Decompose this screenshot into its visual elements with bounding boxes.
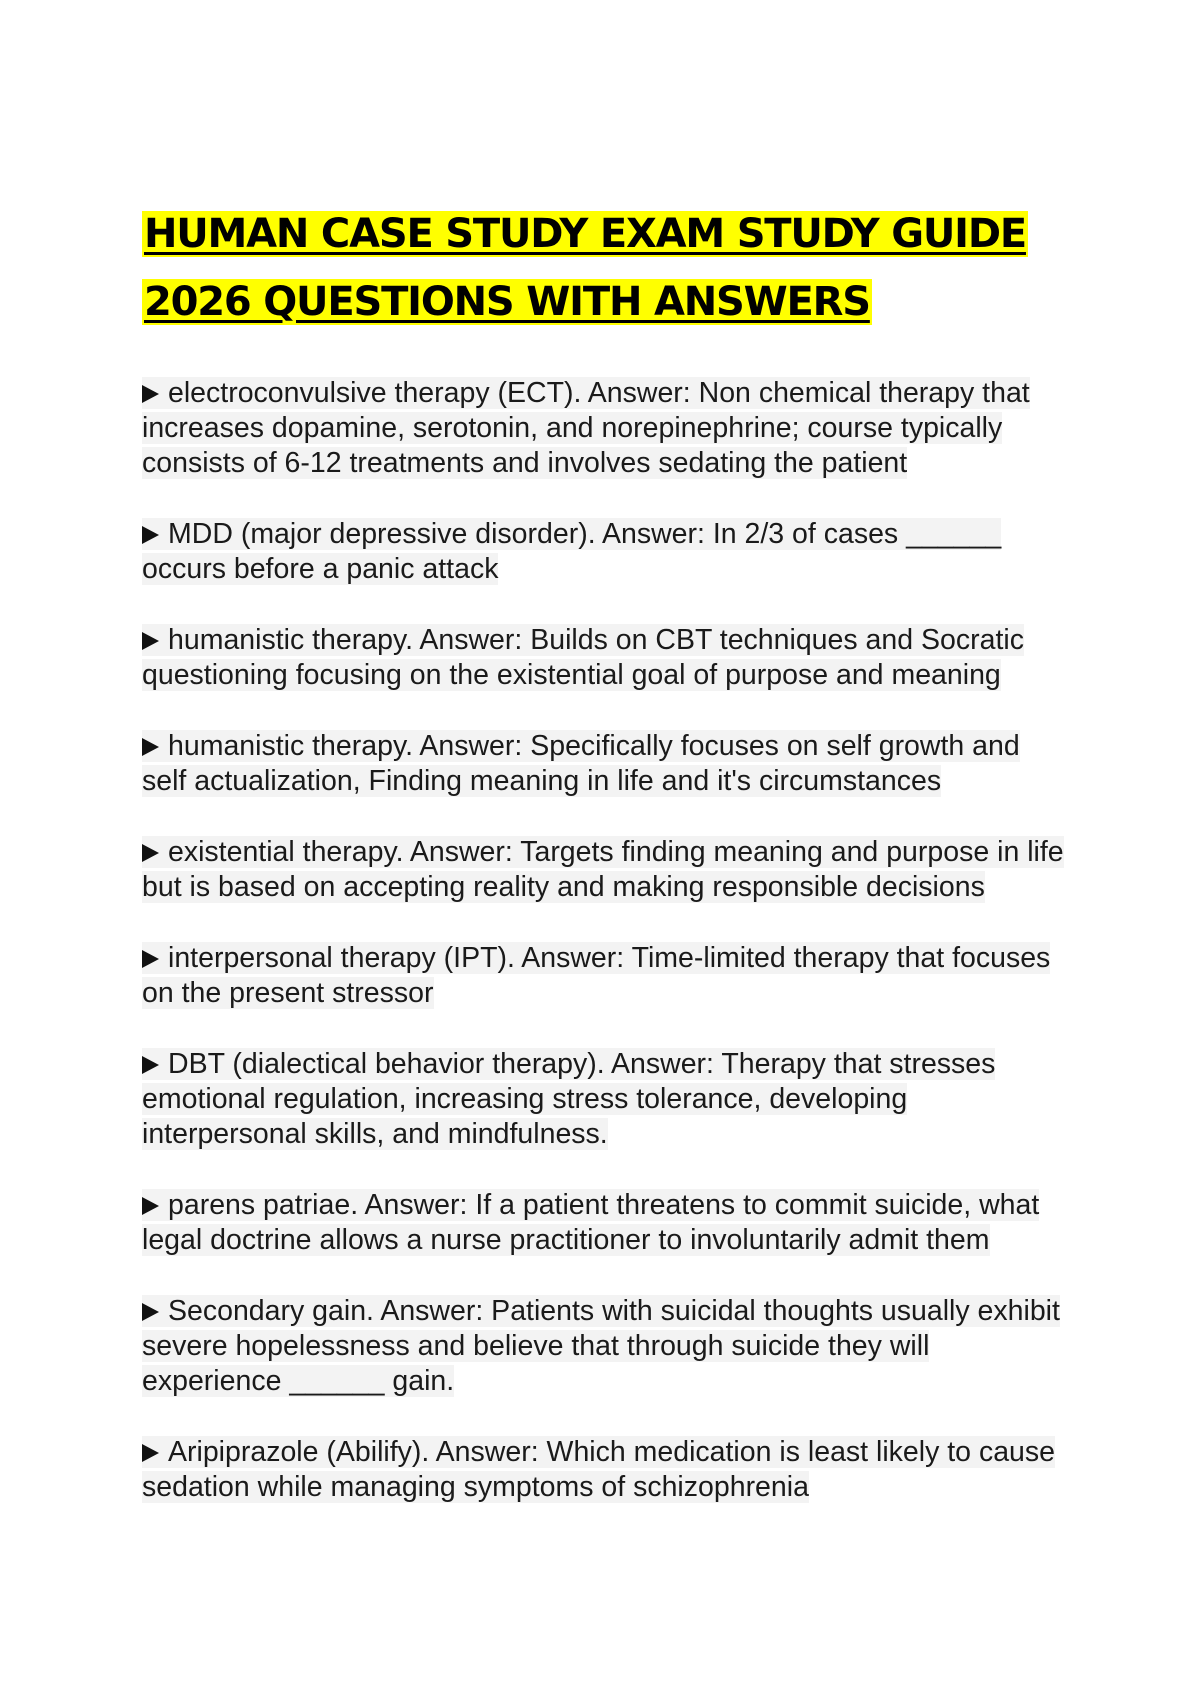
qa-item-text: Secondary gain. Answer: Patients with suicidal thoughts usually exhibit severe hopelessness and believe that through suicide they will experience ______ gain.: [142, 1295, 1060, 1397]
qa-item-text: MDD (major depressive disorder). Answer: In 2/3 of cases ______ occurs before a panic attack: [142, 518, 1002, 585]
play-arrow-icon: [142, 385, 159, 403]
play-arrow-icon: [142, 1303, 159, 1321]
qa-item-content: [142, 942, 1050, 1009]
qa-item-content: [142, 518, 1001, 585]
qa-item: [142, 376, 1067, 481]
play-arrow-icon: [142, 1056, 159, 1074]
play-arrow-icon: [142, 526, 159, 544]
qa-item-content: [142, 1295, 1060, 1397]
play-arrow-icon: [142, 632, 159, 650]
qa-item-content: [142, 1436, 1055, 1503]
qa-item: [142, 1188, 1067, 1258]
qa-item-content: [142, 377, 1030, 479]
play-arrow-icon: [142, 950, 159, 968]
qa-item-content: [142, 730, 1020, 797]
document-title: [142, 200, 1092, 336]
qa-item-text: parens patriae. Answer: If a patient threatens to commit suicide, what legal doctrine allows a nurse practitioner to involuntarily admit them: [142, 1189, 1040, 1256]
play-arrow-icon: [142, 1197, 159, 1215]
qa-item: [142, 835, 1067, 905]
qa-item: [142, 1047, 1067, 1152]
play-arrow-icon: [142, 1444, 159, 1462]
qa-item: [142, 517, 1067, 587]
qa-item-text: humanistic therapy. Answer: Specifically focuses on self growth and self actualization, Finding meaning in life and it's circumstances: [142, 730, 1020, 797]
qa-item-text: DBT (dialectical behavior therapy). Answer: Therapy that stresses emotional regulation, increasing stress tolerance, developing interpersonal skills, and mindfulness.: [142, 1048, 996, 1150]
qa-item: [142, 941, 1067, 1011]
qa-item-text: existential therapy. Answer: Targets finding meaning and purpose in life but is based on accepting reality and making responsible decisions: [142, 836, 1064, 903]
qa-item-content: [142, 1048, 995, 1150]
qa-item-text: Aripiprazole (Abilify). Answer: Which medication is least likely to cause sedation while managing symptoms of schizophrenia: [142, 1436, 1056, 1503]
qa-list: [142, 376, 1067, 1541]
play-arrow-icon: [142, 844, 159, 862]
qa-item-text: electroconvulsive therapy (ECT). Answer: Non chemical therapy that increases dopamine, serotonin, and norepinephrine; course typically consists of 6-12 treatments and involves sedating the patient: [142, 377, 1030, 479]
qa-item-content: [142, 836, 1064, 903]
qa-item: [142, 729, 1067, 799]
qa-item-content: [142, 624, 1024, 691]
qa-item-content: [142, 1189, 1039, 1256]
qa-item: [142, 1294, 1067, 1399]
play-arrow-icon: [142, 738, 159, 756]
qa-item: [142, 623, 1067, 693]
title-line-1: HUMAN CASE STUDY EXAM STUDY GUIDE: [144, 211, 1026, 257]
title-line-2: 2026 QUESTIONS WITH ANSWERS: [144, 279, 870, 325]
qa-item: [142, 1435, 1067, 1505]
qa-item-text: interpersonal therapy (IPT). Answer: Time-limited therapy that focuses on the present stressor: [142, 942, 1051, 1009]
qa-item-text: humanistic therapy. Answer: Builds on CBT techniques and Socratic questioning focusing on the existential goal of purpose and meaning: [142, 624, 1024, 691]
